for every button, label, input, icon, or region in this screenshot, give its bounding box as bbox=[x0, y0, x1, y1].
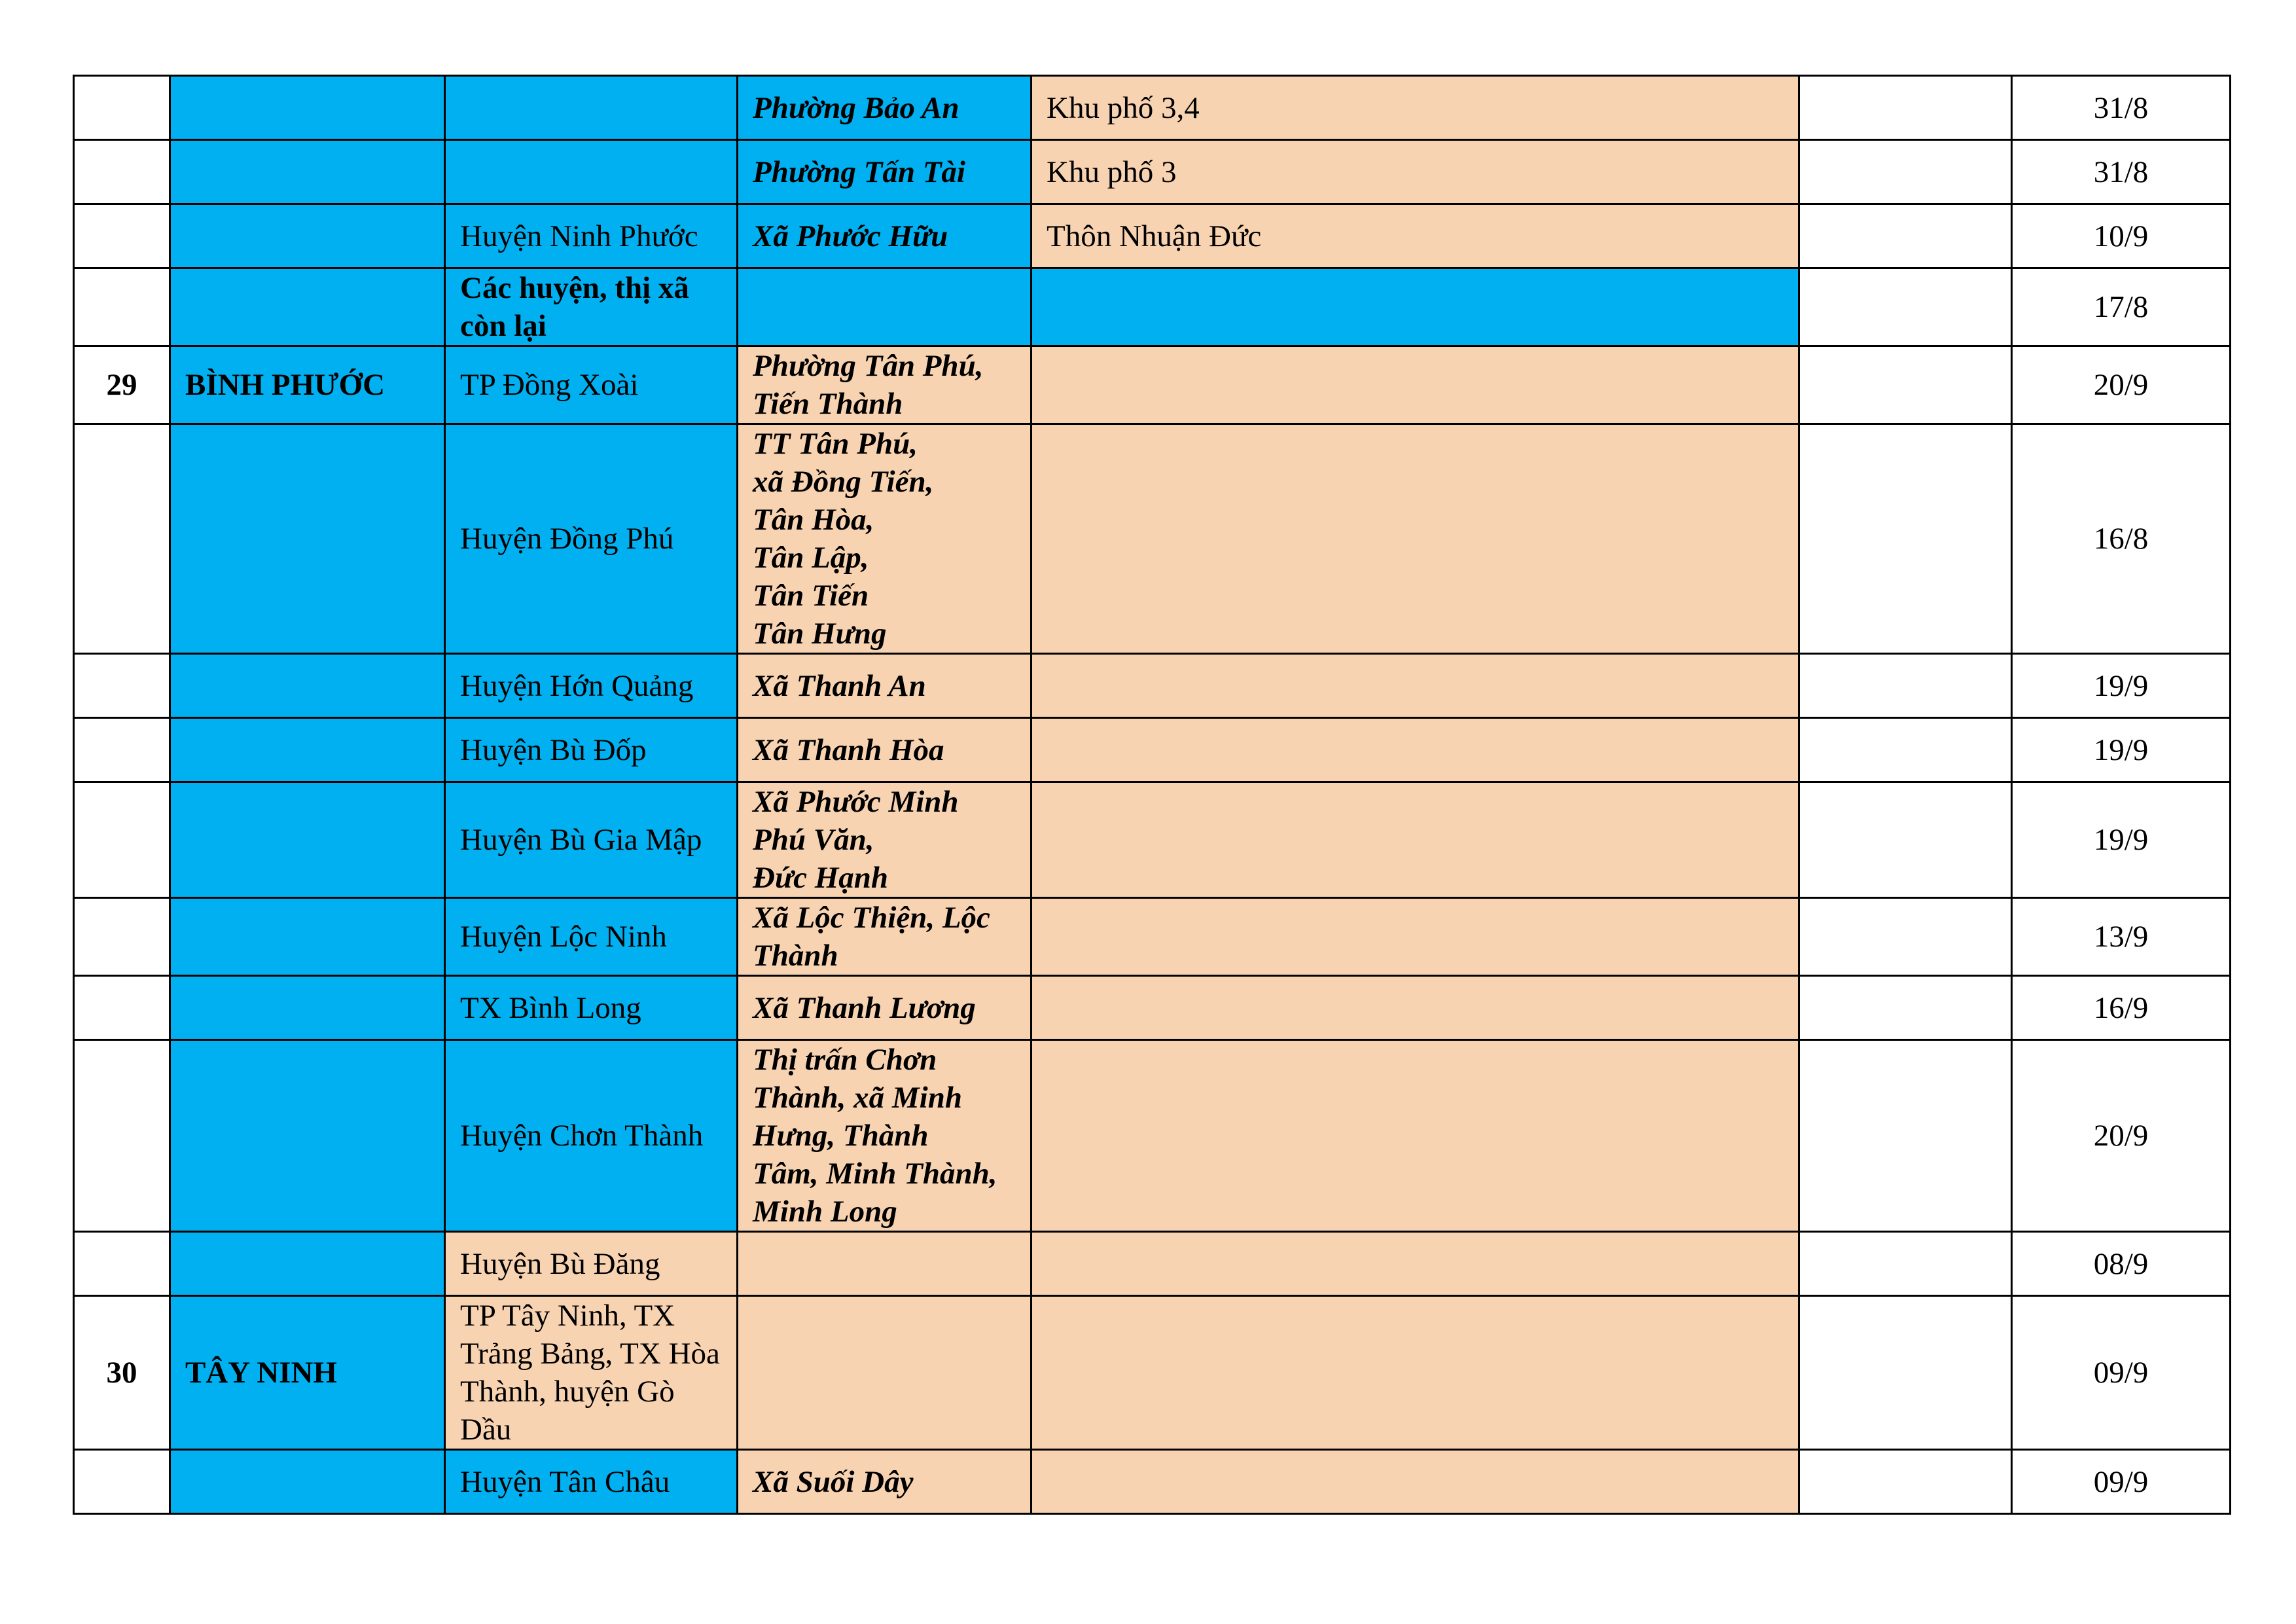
date-cell: 20/9 bbox=[2012, 1040, 2231, 1232]
stt-cell bbox=[74, 76, 170, 140]
date-cell: 31/8 bbox=[2012, 140, 2231, 204]
stt-cell bbox=[74, 898, 170, 976]
area-cell bbox=[1031, 718, 1799, 782]
ward-cell bbox=[738, 1296, 1031, 1450]
table-row bbox=[74, 1450, 2231, 1514]
table-row bbox=[74, 1040, 2231, 1232]
area-cell bbox=[1031, 654, 1799, 718]
date-cell: 31/8 bbox=[2012, 76, 2231, 140]
ward-cell bbox=[738, 268, 1031, 346]
date-cell: 17/8 bbox=[2012, 268, 2231, 346]
district-cell: TP Đồng Xoài bbox=[445, 346, 738, 424]
stt-cell bbox=[74, 782, 170, 898]
province-cell bbox=[170, 654, 445, 718]
district-cell: TX Bình Long bbox=[445, 976, 738, 1040]
table-row bbox=[74, 268, 2231, 346]
province-cell bbox=[170, 718, 445, 782]
table-row bbox=[74, 654, 2231, 718]
province-cell bbox=[170, 1450, 445, 1514]
table-row bbox=[74, 898, 2231, 976]
area-cell bbox=[1031, 1232, 1799, 1296]
district-cell: Các huyện, thị xã còn lại bbox=[445, 268, 738, 346]
table-row bbox=[74, 718, 2231, 782]
district-cell: Huyện Lộc Ninh bbox=[445, 898, 738, 976]
stt-cell bbox=[74, 1232, 170, 1296]
stt-cell bbox=[74, 424, 170, 654]
date-cell: 10/9 bbox=[2012, 204, 2231, 268]
note-cell bbox=[1799, 898, 2012, 976]
province-cell bbox=[170, 782, 445, 898]
date-cell: 20/9 bbox=[2012, 346, 2231, 424]
ward-cell: Xã Lộc Thiện, Lộc Thành bbox=[738, 898, 1031, 976]
province-cell bbox=[170, 76, 445, 140]
area-cell bbox=[1031, 346, 1799, 424]
district-cell: Huyện Bù Đốp bbox=[445, 718, 738, 782]
stt-cell: 29 bbox=[74, 346, 170, 424]
stt-cell bbox=[74, 1450, 170, 1514]
area-cell bbox=[1031, 268, 1799, 346]
note-cell bbox=[1799, 1040, 2012, 1232]
date-cell: 16/9 bbox=[2012, 976, 2231, 1040]
area-cell: Khu phố 3 bbox=[1031, 140, 1799, 204]
province-cell bbox=[170, 1040, 445, 1232]
province-cell bbox=[170, 140, 445, 204]
province-cell bbox=[170, 204, 445, 268]
area-cell: Khu phố 3,4 bbox=[1031, 76, 1799, 140]
district-cell: Huyện Hớn Quảng bbox=[445, 654, 738, 718]
ward-cell: Phường Bảo An bbox=[738, 76, 1031, 140]
district-cell: Huyện Chơn Thành bbox=[445, 1040, 738, 1232]
area-cell bbox=[1031, 1450, 1799, 1514]
note-cell bbox=[1799, 268, 2012, 346]
ward-cell: Xã Thanh Lương bbox=[738, 976, 1031, 1040]
ward-cell: Phường Tân Phú, Tiến Thành bbox=[738, 346, 1031, 424]
ward-cell: Phường Tấn Tài bbox=[738, 140, 1031, 204]
stt-cell bbox=[74, 1040, 170, 1232]
note-cell bbox=[1799, 782, 2012, 898]
stt-cell bbox=[74, 268, 170, 346]
stt-cell bbox=[74, 204, 170, 268]
district-cell: Huyện Bù Gia Mập bbox=[445, 782, 738, 898]
table-row bbox=[74, 782, 2231, 898]
province-cell: TÂY NINH bbox=[170, 1296, 445, 1450]
note-cell bbox=[1799, 654, 2012, 718]
date-cell: 19/9 bbox=[2012, 654, 2231, 718]
area-cell bbox=[1031, 1040, 1799, 1232]
date-cell: 08/9 bbox=[2012, 1232, 2231, 1296]
ward-cell bbox=[738, 1232, 1031, 1296]
table-row bbox=[74, 1296, 2231, 1450]
province-cell bbox=[170, 976, 445, 1040]
table-row bbox=[74, 140, 2231, 204]
table-row bbox=[74, 204, 2231, 268]
area-cell bbox=[1031, 976, 1799, 1040]
district-cell: TP Tây Ninh, TX Trảng Bảng, TX Hòa Thành, huyện Gò Dầu bbox=[445, 1296, 738, 1450]
district-cell: Huyện Tân Châu bbox=[445, 1450, 738, 1514]
area-cell bbox=[1031, 782, 1799, 898]
table-row bbox=[74, 1232, 2231, 1296]
outbreak-table bbox=[73, 75, 2231, 1515]
district-cell bbox=[445, 76, 738, 140]
stt-cell bbox=[74, 140, 170, 204]
ward-cell: TT Tân Phú, xã Đồng Tiến, Tân Hòa, Tân Lập, Tân Tiến Tân Hưng bbox=[738, 424, 1031, 654]
area-cell bbox=[1031, 1296, 1799, 1450]
province-cell bbox=[170, 268, 445, 346]
ward-cell: Xã Suối Dây bbox=[738, 1450, 1031, 1514]
area-cell bbox=[1031, 424, 1799, 654]
note-cell bbox=[1799, 204, 2012, 268]
table-row bbox=[74, 976, 2231, 1040]
district-cell: Huyện Bù Đăng bbox=[445, 1232, 738, 1296]
ward-cell: Thị trấn Chơn Thành, xã Minh Hưng, Thành Tâm, Minh Thành, Minh Long bbox=[738, 1040, 1031, 1232]
note-cell bbox=[1799, 718, 2012, 782]
date-cell: 19/9 bbox=[2012, 782, 2231, 898]
note-cell bbox=[1799, 1450, 2012, 1514]
date-cell: 09/9 bbox=[2012, 1296, 2231, 1450]
note-cell bbox=[1799, 1296, 2012, 1450]
table-row bbox=[74, 346, 2231, 424]
ward-cell: Xã Phước Minh Phú Văn, Đức Hạnh bbox=[738, 782, 1031, 898]
note-cell bbox=[1799, 140, 2012, 204]
ward-cell: Xã Thanh Hòa bbox=[738, 718, 1031, 782]
stt-cell bbox=[74, 976, 170, 1040]
district-cell: Huyện Đồng Phú bbox=[445, 424, 738, 654]
ward-cell: Xã Phước Hữu bbox=[738, 204, 1031, 268]
note-cell bbox=[1799, 424, 2012, 654]
province-cell bbox=[170, 424, 445, 654]
date-cell: 09/9 bbox=[2012, 1450, 2231, 1514]
stt-cell bbox=[74, 718, 170, 782]
province-cell: BÌNH PHƯỚC bbox=[170, 346, 445, 424]
stt-cell bbox=[74, 654, 170, 718]
date-cell: 19/9 bbox=[2012, 718, 2231, 782]
table-row bbox=[74, 424, 2231, 654]
district-cell bbox=[445, 140, 738, 204]
district-cell: Huyện Ninh Phước bbox=[445, 204, 738, 268]
stt-cell: 30 bbox=[74, 1296, 170, 1450]
province-cell bbox=[170, 1232, 445, 1296]
note-cell bbox=[1799, 346, 2012, 424]
ward-cell: Xã Thanh An bbox=[738, 654, 1031, 718]
note-cell bbox=[1799, 976, 2012, 1040]
date-cell: 13/9 bbox=[2012, 898, 2231, 976]
area-cell: Thôn Nhuận Đức bbox=[1031, 204, 1799, 268]
area-cell bbox=[1031, 898, 1799, 976]
note-cell bbox=[1799, 1232, 2012, 1296]
province-cell bbox=[170, 898, 445, 976]
note-cell bbox=[1799, 76, 2012, 140]
table-row bbox=[74, 76, 2231, 140]
date-cell: 16/8 bbox=[2012, 424, 2231, 654]
